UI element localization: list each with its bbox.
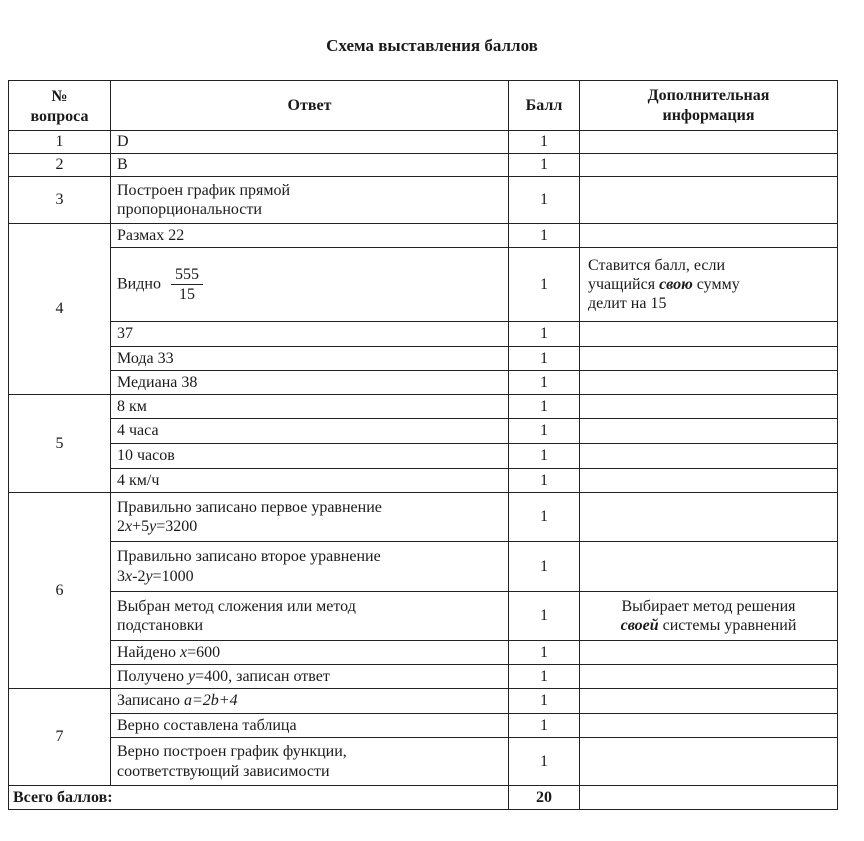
table-row <box>9 347 838 371</box>
scoring-table <box>8 80 838 810</box>
table-row <box>9 714 838 738</box>
table-row <box>9 371 838 395</box>
info-cell <box>580 395 838 419</box>
points-cell: 1 <box>509 469 580 493</box>
info-cell <box>580 347 838 371</box>
info-cell <box>580 177 838 224</box>
question-number: 1 <box>9 131 111 154</box>
answer-cell: 10 часов <box>111 444 509 469</box>
answer-cell: Выбран метод сложения или метод подстановки <box>111 592 509 641</box>
info-cell <box>580 542 838 592</box>
table-row <box>9 738 838 786</box>
info-cell <box>580 322 838 347</box>
table-row <box>9 248 838 322</box>
info-cell <box>580 738 838 786</box>
table-row <box>9 493 838 542</box>
header-question-number: № вопроса <box>9 81 111 131</box>
table-row <box>9 665 838 689</box>
points-cell: 1 <box>509 738 580 786</box>
info-cell <box>580 493 838 542</box>
table-row <box>9 131 838 154</box>
points-cell: 1 <box>509 154 580 177</box>
points-cell: 1 <box>509 322 580 347</box>
header-info: Дополнительная информация <box>580 81 838 131</box>
answer-cell: Найдено x=600 <box>111 641 509 665</box>
header-points: Балл <box>509 81 580 131</box>
info-cell: Ставится балл, если учащийся свою сумму делит на 15 <box>580 248 838 322</box>
table-row <box>9 542 838 592</box>
info-cell <box>580 714 838 738</box>
info-cell <box>580 469 838 493</box>
total-label: Всего баллов: <box>9 786 509 810</box>
info-cell <box>580 419 838 444</box>
question-number: 5 <box>9 395 111 493</box>
info-cell <box>580 224 838 248</box>
answer-cell: Мода 33 <box>111 347 509 371</box>
answer-cell: 4 часа <box>111 419 509 444</box>
info-cell <box>580 665 838 689</box>
question-number: 6 <box>9 493 111 689</box>
answer-cell: Медиана 38 <box>111 371 509 395</box>
table-row <box>9 395 838 419</box>
info-cell <box>580 444 838 469</box>
points-cell: 1 <box>509 665 580 689</box>
answer-cell: Построен график прямой пропорциональности <box>111 177 509 224</box>
table-row <box>9 154 838 177</box>
answer-cell: 37 <box>111 322 509 347</box>
info-cell <box>580 641 838 665</box>
table-row <box>9 689 838 714</box>
total-row <box>9 786 838 810</box>
info-cell <box>580 689 838 714</box>
table-row <box>9 177 838 224</box>
question-number: 2 <box>9 154 111 177</box>
answer-cell: Записано a=2b+4 <box>111 689 509 714</box>
points-cell: 1 <box>509 592 580 641</box>
page-title: Схема выставления баллов <box>326 36 538 55</box>
question-number: 7 <box>9 689 111 786</box>
question-number: 3 <box>9 177 111 224</box>
answer-cell: Правильно записано второе уравнение 3x-2y=1000 <box>111 542 509 592</box>
answer-cell: Правильно записано первое уравнение 2x+5y=3200 <box>111 493 509 542</box>
points-cell: 1 <box>509 641 580 665</box>
points-cell: 1 <box>509 347 580 371</box>
answer-cell: 4 км/ч <box>111 469 509 493</box>
info-cell <box>580 371 838 395</box>
answer-cell: В <box>111 154 509 177</box>
header-answer: Ответ <box>111 81 509 131</box>
table-row <box>9 419 838 444</box>
points-cell: 1 <box>509 444 580 469</box>
points-cell: 1 <box>509 689 580 714</box>
answer-cell: 8 км <box>111 395 509 419</box>
points-cell: 1 <box>509 542 580 592</box>
header-row <box>9 81 838 131</box>
points-cell: 1 <box>509 131 580 154</box>
question-number: 4 <box>9 224 111 395</box>
points-cell: 1 <box>509 395 580 419</box>
info-cell: Выбирает метод решения своей системы уравнений <box>580 592 838 641</box>
answer-cell: Верно составлена таблица <box>111 714 509 738</box>
points-cell: 1 <box>509 493 580 542</box>
table-row <box>9 641 838 665</box>
info-cell <box>580 154 838 177</box>
table-row <box>9 224 838 248</box>
points-cell: 1 <box>509 177 580 224</box>
table-row <box>9 444 838 469</box>
points-cell: 1 <box>509 248 580 322</box>
fraction: $\frac{555}{15}$ <box>171 265 203 304</box>
table-row <box>9 322 838 347</box>
answer-cell: Видно $\frac{555}{15}$ <box>111 248 509 322</box>
table-row <box>9 469 838 493</box>
answer-cell: Получено y=400, записан ответ <box>111 665 509 689</box>
points-cell: 1 <box>509 371 580 395</box>
table-row <box>9 592 838 641</box>
points-cell: 1 <box>509 714 580 738</box>
answer-cell: Размах 22 <box>111 224 509 248</box>
points-cell: 1 <box>509 224 580 248</box>
answer-cell: D <box>111 131 509 154</box>
info-cell <box>580 786 838 810</box>
answer-cell: Верно построен график функции, соответствующий зависимости <box>111 738 509 786</box>
points-cell: 1 <box>509 419 580 444</box>
total-value: 20 <box>509 786 580 810</box>
info-cell <box>580 131 838 154</box>
